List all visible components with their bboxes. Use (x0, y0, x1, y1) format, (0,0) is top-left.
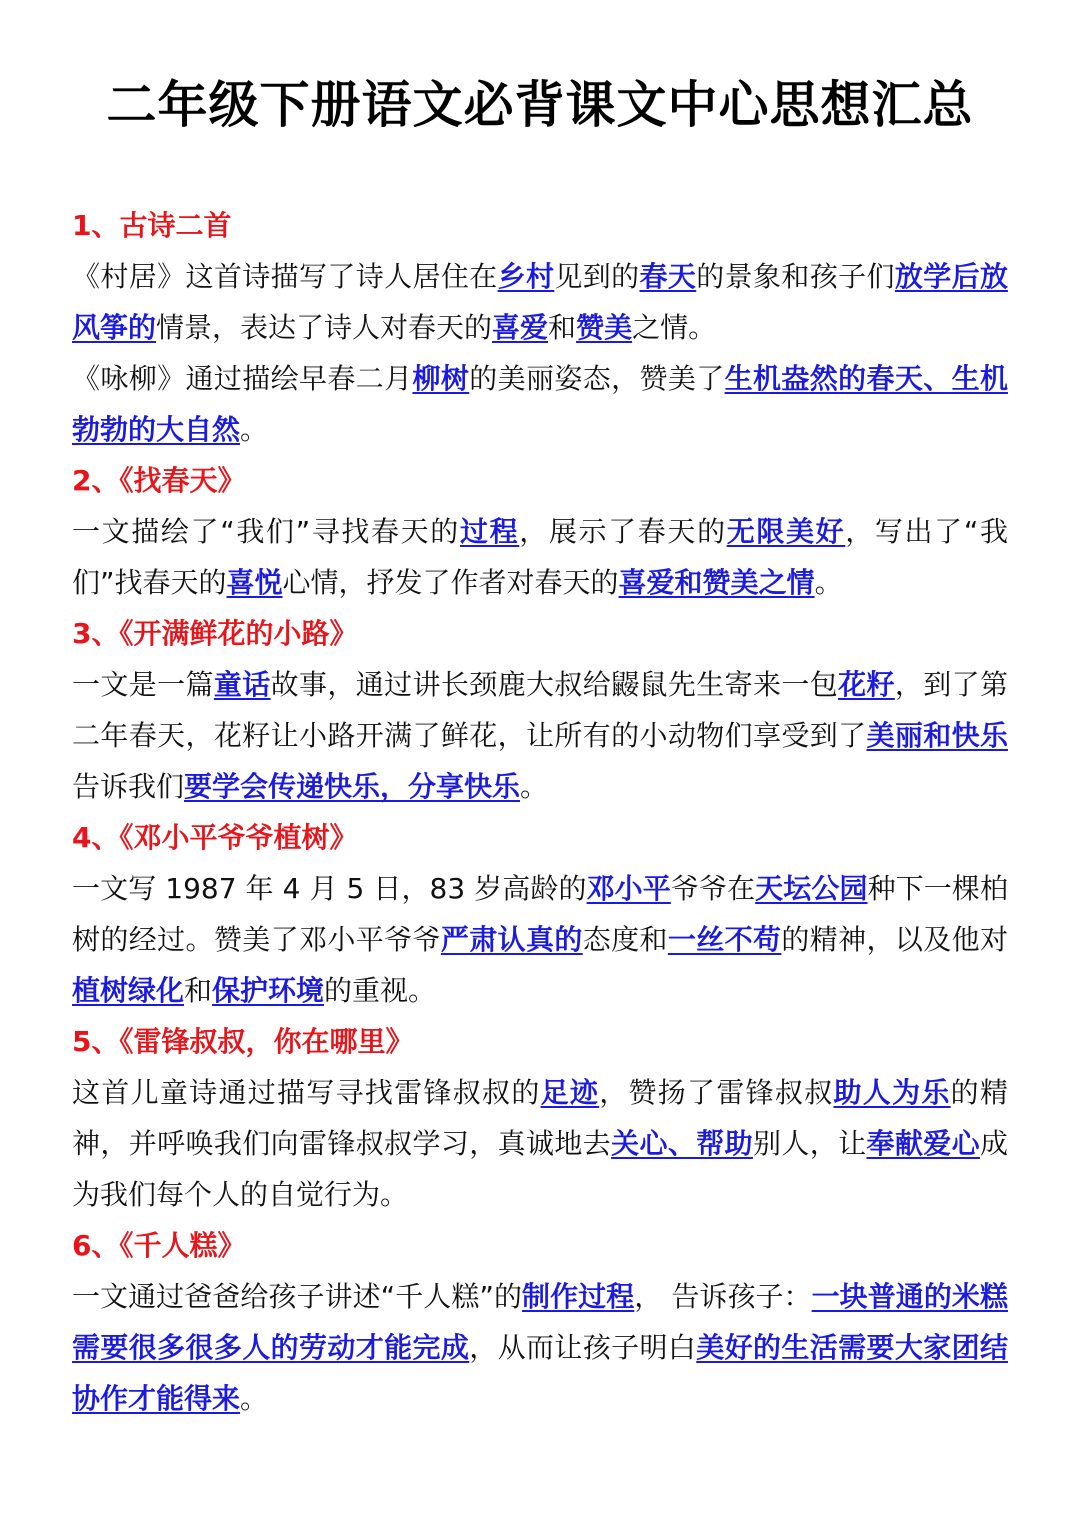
body-text: 的重视。 (324, 974, 437, 1007)
key-phrase: 助人为乐 (833, 1076, 951, 1109)
paragraph (72, 506, 1008, 608)
section (72, 608, 1008, 812)
body-text: 的景象和孩子们 (696, 260, 895, 293)
key-phrase: 要学会传递快乐，分享快乐 (184, 770, 521, 803)
body-text: 一文通过爸爸给孩子讲述“千人糕”的 (72, 1280, 523, 1313)
body-text: ，从而让孩子明白 (469, 1331, 697, 1364)
body-text: 态度和 (582, 923, 668, 956)
body-text: ，到了第二年春天，花籽让小路开满了鲜花，让所有的小动物们享受到了 (72, 668, 1008, 752)
body-text: 。 (814, 566, 843, 599)
key-phrase: 一块普通的米糕需要很多很多人的劳动才能完成 (72, 1280, 1008, 1364)
section (72, 812, 1008, 1016)
key-phrase: 一丝不苟 (667, 923, 782, 956)
body-text: ， 告诉孩子： (634, 1280, 812, 1313)
key-phrase: 美丽和快乐 (866, 719, 1008, 752)
body-text: 《咏柳》通过描绘早春二月 (72, 362, 413, 395)
key-phrase: 关心、帮助 (611, 1127, 753, 1160)
body-text: 。 (240, 1382, 269, 1415)
body-text: 成为我们每个人的自觉行为。 (72, 1127, 1008, 1211)
document-title: 二年级下册语文必背课文中心思想汇总 (106, 76, 974, 134)
paragraph (72, 863, 1008, 1016)
key-phrase: 严肃认真的 (440, 923, 583, 956)
key-phrase: 赞美 (576, 311, 633, 344)
section-heading: 5、《雷锋叔叔，你在哪里》 (72, 1025, 414, 1058)
key-phrase: 无限美好 (726, 515, 846, 548)
section-heading: 4、《邓小平爷爷植树》 (72, 821, 358, 854)
paragraph (72, 659, 1008, 812)
body-text: ，展示了春天的 (519, 515, 727, 548)
key-phrase: 制作过程 (522, 1280, 635, 1313)
body-text: ，赞扬了雷锋叔叔 (599, 1076, 834, 1109)
body-text: 的精神，并呼唤我们向雷锋叔叔学习，真诚地去 (72, 1076, 1008, 1160)
key-phrase: 美好的生活需要大家团结协作才能得来 (72, 1331, 1008, 1415)
key-phrase: 花籽 (838, 668, 895, 701)
body-text: 和 (548, 311, 577, 344)
body-text: 。 (240, 413, 269, 446)
body-text: 之情。 (632, 311, 717, 344)
body-text: 一文描绘了“我们”寻找春天的 (72, 515, 460, 548)
body-text: 故事，通过讲长颈鹿大叔给鼹鼠先生寄来一包 (270, 668, 839, 701)
body-text: 告诉我们 (72, 770, 185, 803)
key-phrase: 喜爱 (492, 311, 549, 344)
body-text: ，写出了“我们”找春天的 (72, 515, 1008, 599)
body-text: 心情，抒发了作者对春天的 (282, 566, 619, 599)
body-text: 情景，表达了诗人对春天的 (156, 311, 493, 344)
key-phrase: 乡村 (497, 260, 555, 293)
section-heading: 6、《千人糕》 (72, 1229, 246, 1262)
key-phrase: 奉献爱心 (866, 1127, 980, 1160)
key-phrase: 植树绿化 (72, 974, 185, 1007)
key-phrase: 邓小平 (586, 872, 671, 905)
key-phrase: 足迹 (540, 1076, 600, 1109)
section (72, 200, 1008, 455)
body-text: 见到的 (554, 260, 640, 293)
paragraph (72, 1271, 1008, 1424)
section (72, 1016, 1008, 1220)
body-text: 别人，让 (752, 1127, 867, 1160)
document-content (72, 200, 1008, 1424)
key-phrase: 放学后放风筝的 (72, 260, 1008, 344)
body-text: 一文是一篇 (72, 668, 214, 701)
body-text: 和 (184, 974, 213, 1007)
key-phrase: 春天 (639, 260, 697, 293)
key-phrase: 生机盎然的春天、生机勃勃的大自然 (72, 362, 1008, 446)
section-heading: 3、《开满鲜花的小路》 (72, 617, 358, 650)
body-text: 一文写 1987 年 4 月 5 日，83 岁高龄的 (72, 872, 587, 905)
body-text: 爷爷在 (670, 872, 756, 905)
body-text: 种下一棵柏树的经过。赞美了邓小平爷爷 (72, 872, 1008, 956)
body-text: 的精神，以及他对 (781, 923, 1008, 956)
section (72, 455, 1008, 608)
body-text: 这首儿童诗通过描写寻找雷锋叔叔的 (72, 1076, 541, 1109)
section-heading: 2、《找春天》 (72, 464, 246, 497)
body-text: 《村居》这首诗描写了诗人居住在 (72, 260, 498, 293)
key-phrase: 喜爱和赞美之情 (618, 566, 815, 599)
key-phrase: 保护环境 (212, 974, 325, 1007)
body-text: 的美丽姿态，赞美了 (469, 362, 725, 395)
key-phrase: 喜悦 (226, 566, 283, 599)
key-phrase: 天坛公园 (755, 872, 868, 905)
paragraph (72, 251, 1008, 353)
key-phrase: 过程 (459, 515, 520, 548)
paragraph (72, 1067, 1008, 1220)
body-text: 。 (520, 770, 549, 803)
section (72, 1220, 1008, 1424)
key-phrase: 柳树 (412, 362, 470, 395)
key-phrase: 童话 (213, 668, 271, 701)
paragraph (72, 353, 1008, 455)
section-heading: 1、古诗二首 (72, 209, 232, 242)
